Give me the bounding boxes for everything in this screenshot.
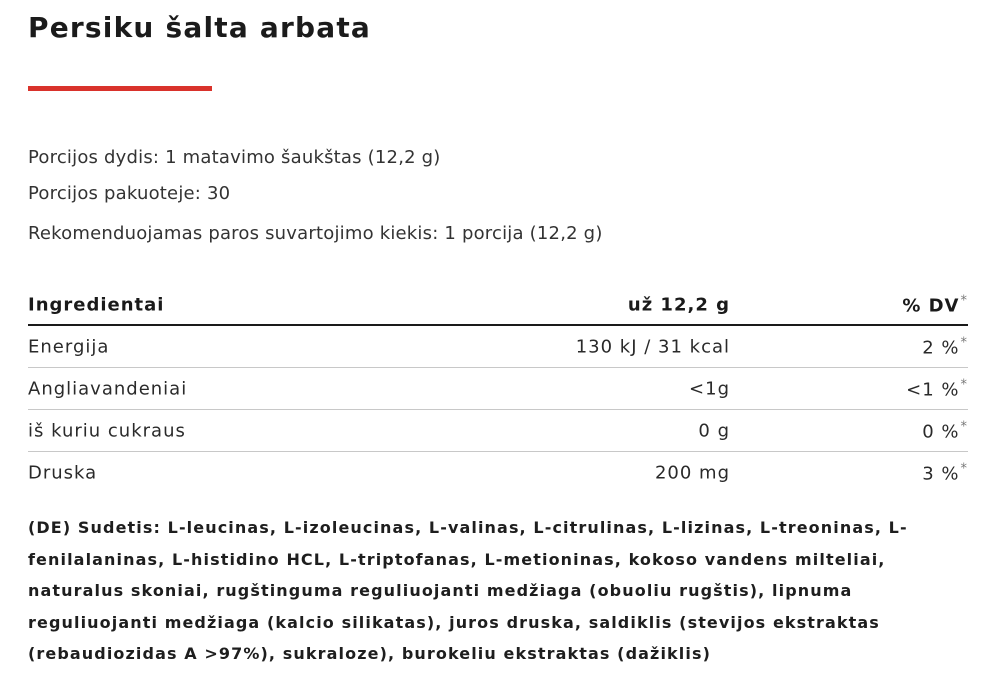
row-name: Energija (28, 336, 110, 357)
title-accent-bar (28, 86, 212, 91)
row-daily-value (922, 419, 968, 442)
table-row (28, 452, 968, 493)
serving-size-text: Porcijos dydis: 1 matavimo šaukštas (12,2 g) (28, 147, 441, 168)
nutrition-table-header (28, 286, 968, 326)
recommended-daily-intake-text: Rekomenduojamas paros suvartojimo kiekis: 1 porcija (12,2 g) (28, 223, 603, 244)
row-dv-footnote-mark: * (960, 335, 968, 350)
page-title: Persiku šalta arbata (28, 11, 371, 44)
servings-per-package-text: Porcijos pakuoteje: 30 (28, 183, 231, 204)
row-dv-footnote-mark: * (960, 461, 968, 476)
row-dv-value: 2 % (922, 337, 960, 358)
row-dv-value: <1 % (906, 379, 960, 400)
row-daily-value (906, 377, 968, 400)
row-name: iš kuriu cukraus (28, 420, 186, 441)
nutrition-table (28, 286, 968, 493)
row-dv-footnote-mark: * (960, 419, 968, 434)
table-row (28, 410, 968, 452)
table-row (28, 368, 968, 410)
header-daily-value (902, 294, 968, 317)
header-ingredients: Ingredientai (28, 294, 165, 316)
row-name: Druska (28, 462, 98, 483)
row-dv-footnote-mark: * (960, 377, 968, 392)
row-amount: 0 g (698, 420, 730, 441)
header-amount: už 12,2 g (627, 294, 730, 316)
header-dv-footnote-mark: * (960, 293, 968, 309)
header-dv-label: % DV (902, 295, 960, 317)
row-dv-value: 0 % (922, 421, 960, 442)
row-amount: 130 kJ / 31 kcal (575, 336, 730, 357)
row-daily-value (922, 335, 968, 358)
row-name: Angliavandeniai (28, 378, 188, 399)
row-amount: 200 mg (654, 462, 730, 483)
table-row (28, 326, 968, 368)
ingredients-composition-text: (DE) Sudetis: L-leucinas, L-izoleucinas, L-valinas, L-citrulinas, L-lizinas, L-treoninas, L-fenilalaninas, L-histidino HCL, L-triptofanas, L-metioninas, kokoso vandens milteliai, naturalus skoniai, rugštinguma reguliuojanti medžiaga (obuoliu rugštis), lipnuma reguliuojanti medžiaga (kalcio silikatas), juros druska, saldiklis (stevijos ekstraktas (rebaudiozidas A >97%), sukraloze), burokeliu ekstraktas (dažiklis) (28, 518, 908, 663)
row-daily-value (922, 461, 968, 484)
row-dv-value: 3 % (922, 463, 960, 484)
row-amount: <1g (689, 378, 730, 399)
